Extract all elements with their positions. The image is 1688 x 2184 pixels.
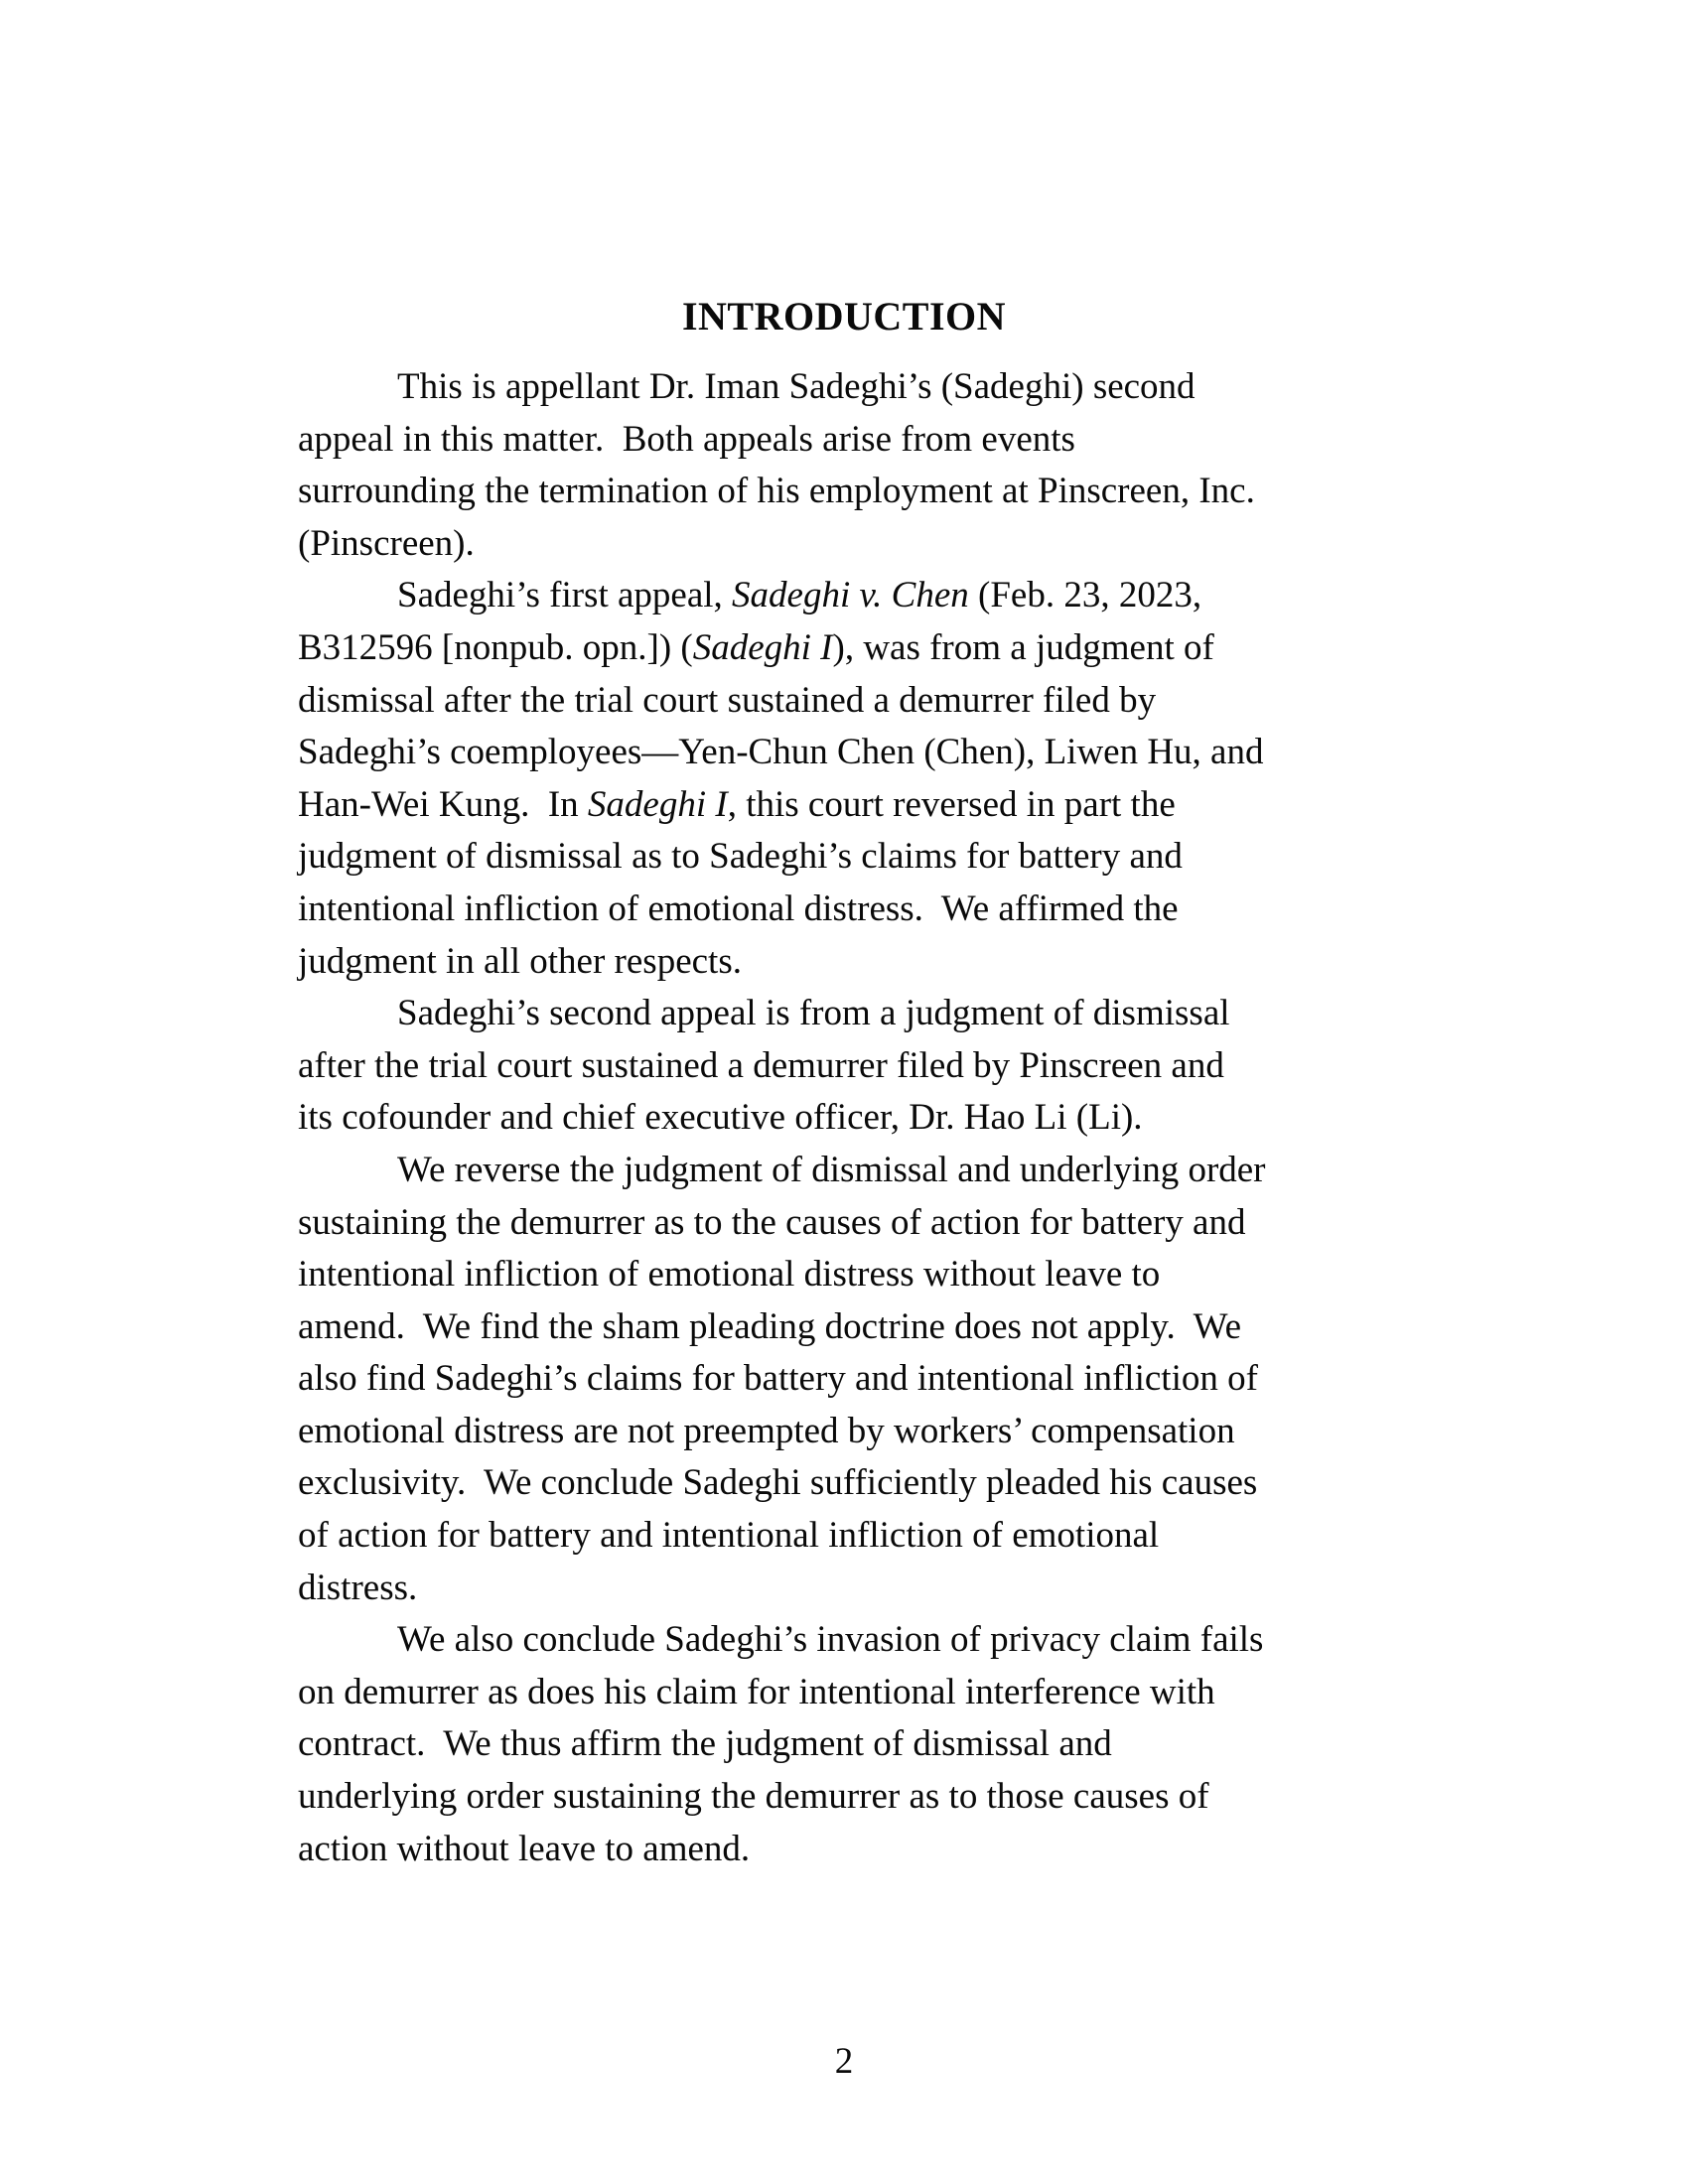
text-line: [298, 988, 1390, 1040]
text-run: (Feb. 23, 2023,: [968, 575, 1202, 616]
text-line: [298, 570, 1390, 622]
text-line: [298, 466, 1390, 518]
text-line: [298, 1457, 1390, 1510]
text-run: underlying order sustaining the demurrer as to those causes of: [298, 1776, 1209, 1818]
text-run: surrounding the termination of his employment at Pinscreen, Inc.: [298, 471, 1255, 512]
text-run: , this court reversed in part the: [727, 783, 1176, 825]
text-run: of action for battery and intentional infliction of emotional: [298, 1515, 1160, 1557]
text-line: [298, 1353, 1390, 1406]
text-run: its cofounder and chief executive officer, Dr. Hao Li (Li).: [298, 1097, 1143, 1139]
text-line: [298, 518, 1390, 571]
text-line: [298, 936, 1390, 989]
text-run: We also conclude Sadeghi’s invasion of privacy claim fails: [397, 1619, 1264, 1661]
text-line: [298, 1145, 1390, 1197]
text-run: judgment of dismissal as to Sadeghi’s claims for battery and: [298, 836, 1183, 878]
text-line: [298, 884, 1390, 936]
text-line: [298, 1197, 1390, 1250]
text-run: Han-Wei Kung. In: [298, 783, 588, 825]
text-run: exclusivity. We conclude Sadeghi sufficiently pleaded his causes: [298, 1462, 1258, 1504]
text-run: contract. We thus affirm the judgment of dismissal and: [298, 1723, 1112, 1765]
text-run: also find Sadeghi’s claims for battery and intentional infliction of: [298, 1358, 1258, 1400]
text-line: [298, 831, 1390, 884]
text-run: after the trial court sustained a demurrer filed by Pinscreen and: [298, 1044, 1224, 1086]
text-run: (Pinscreen).: [298, 522, 475, 564]
text-run: amend. We find the sham pleading doctrine does not apply. We: [298, 1305, 1241, 1347]
text-run: intentional infliction of emotional distress without leave to: [298, 1254, 1161, 1296]
text-run: We reverse the judgment of dismissal and underlying order: [397, 1149, 1266, 1190]
text-run: Sadeghi’s second appeal is from a judgment of dismissal: [397, 993, 1230, 1034]
text-line: [298, 622, 1390, 675]
text-run: intentional infliction of emotional distress. We affirmed the: [298, 887, 1179, 929]
text-run: distress.: [298, 1567, 418, 1608]
text-line: [298, 1249, 1390, 1301]
text-run: emotional distress are not preempted by workers’ compensation: [298, 1410, 1235, 1451]
text-run: dismissal after the trial court sustained a demurrer filed by: [298, 679, 1157, 721]
text-line: [298, 1301, 1390, 1354]
text-line: [298, 1406, 1390, 1458]
text-line: [298, 1092, 1390, 1145]
text-run: on demurrer as does his claim for intentional interference with: [298, 1671, 1215, 1712]
text-line: [298, 675, 1390, 728]
page-number: 2: [834, 2041, 854, 2082]
case-citation: Sadeghi I: [587, 783, 728, 825]
text-line: [298, 779, 1390, 832]
text-line: [298, 1563, 1390, 1615]
document-body: [298, 361, 1390, 1875]
section-heading: INTRODUCTION: [681, 294, 1007, 339]
text-line: [298, 1667, 1390, 1719]
text-line: [298, 727, 1390, 779]
text-run: Sadeghi’s first appeal,: [397, 575, 733, 616]
case-citation: Sadeghi I: [692, 626, 833, 668]
text-line: [298, 1824, 1390, 1876]
text-line: [298, 1771, 1390, 1824]
text-line: [298, 1040, 1390, 1093]
text-line: [298, 1510, 1390, 1563]
text-run: judgment in all other respects.: [298, 940, 742, 982]
text-run: appeal in this matter. Both appeals arise from events: [298, 418, 1075, 460]
text-run: sustaining the demurrer as to the causes of action for battery and: [298, 1201, 1246, 1243]
text-run: ), was from a judgment of: [832, 626, 1214, 668]
text-line: [298, 1614, 1390, 1667]
case-citation: Sadeghi v. Chen: [732, 575, 969, 616]
text-run: action without leave to amend.: [298, 1828, 751, 1869]
text-line: [298, 361, 1390, 414]
text-run: This is appellant Dr. Iman Sadeghi’s (Sadeghi) second: [397, 366, 1196, 407]
text-line: [298, 1718, 1390, 1771]
text-line: [298, 414, 1390, 467]
text-run: Sadeghi’s coemployees—Yen-Chun Chen (Chen), Liwen Hu, and: [298, 732, 1264, 773]
text-run: B312596 [nonpub. opn.]) (: [298, 626, 693, 668]
